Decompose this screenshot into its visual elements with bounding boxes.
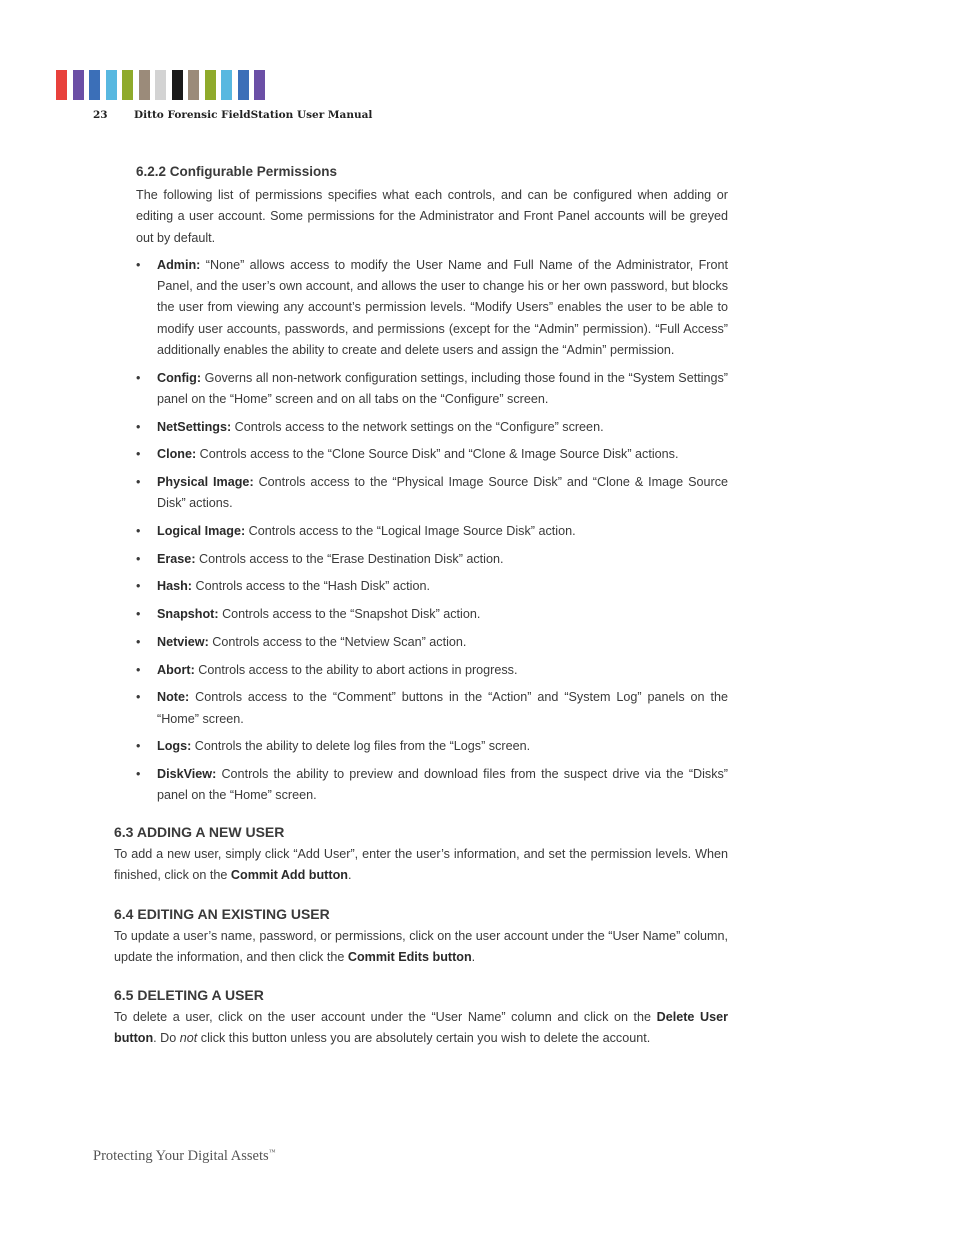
permission-term: Abort: <box>157 662 195 677</box>
permission-item <box>136 604 728 625</box>
permission-item <box>136 521 728 542</box>
permission-term: Logs: <box>157 739 192 754</box>
permission-term: Netview: <box>157 634 209 649</box>
permission-description: Controls access to the “Netview Scan” action. <box>208 634 467 649</box>
permission-item <box>136 687 728 730</box>
bullet-icon: • <box>136 419 141 434</box>
permission-description: Controls access to the “Logical Image Source Disk” action. <box>245 524 576 539</box>
color-stripe <box>56 70 67 100</box>
color-stripe <box>89 70 100 100</box>
commit-add-button-ref: Commit Add button <box>230 868 348 883</box>
deleting-heading: 6.5 DELETING A USER <box>114 987 264 1003</box>
permission-item <box>136 660 728 681</box>
bullet-icon: • <box>136 475 141 490</box>
document-title: Ditto Forensic FieldStation User Manual <box>134 109 373 121</box>
bullet-icon: • <box>136 447 141 462</box>
bullet-icon: • <box>136 690 141 705</box>
color-stripe <box>238 70 249 100</box>
permission-term: DiskView: <box>157 766 217 781</box>
adding-heading: 6.3 ADDING A NEW USER <box>114 824 285 840</box>
color-stripe <box>155 70 166 100</box>
permissions-heading: 6.2.2 Configurable Permissions <box>136 164 338 179</box>
deleting-paragraph: To delete a user, click on the user account under the “User Name” column and click on the Delete User button. Do not click this button unless you are absolutely certain you wish to delete the account. <box>114 1010 728 1046</box>
commit-edits-button-ref: Commit Edits button <box>347 950 472 965</box>
permission-description: “None” allows access to modify the User Name and Full Name of the Administrator, Front Panel, and the user’s own account, and allows the user to change his or her own password, but blocks the user from viewing any account’s permission levels. “Modify Users” enables the user to be able to modify user accounts, passwords, and permissions (except for the “Admin” permission). “Full Access” additionally enables the ability to create and delete users and assign the “Admin” permission. <box>157 257 728 358</box>
permissions-list <box>136 255 728 807</box>
permission-term: Erase: <box>157 551 196 566</box>
bullet-icon: • <box>136 579 141 594</box>
permission-item <box>136 576 728 597</box>
permission-description: Controls access to the “Snapshot Disk” action. <box>218 607 481 622</box>
permission-item <box>136 632 728 653</box>
permissions-section <box>136 164 728 813</box>
permission-item <box>136 444 728 465</box>
permission-item <box>136 472 728 515</box>
page-number: 23 <box>93 109 108 121</box>
bullet-icon: • <box>136 662 141 677</box>
permission-description: Controls access to the “Physical Image Source Disk” and “Clone & Image Source Disk” actions. <box>157 475 728 511</box>
permission-term: Config: <box>157 370 202 385</box>
color-stripe <box>122 70 133 100</box>
permission-item <box>136 368 728 411</box>
permission-item <box>136 549 728 570</box>
color-stripe <box>188 70 199 100</box>
color-stripe <box>139 70 150 100</box>
color-stripe <box>221 70 232 100</box>
footer-tagline: Protecting Your Digital Assets™ <box>93 1148 276 1164</box>
permission-description: Controls the ability to delete log files from the “Logs” screen. <box>191 739 531 754</box>
permission-term: Logical Image: <box>157 524 246 539</box>
delete-user-button-ref: Delete User button <box>114 1010 728 1046</box>
color-stripe <box>254 70 265 100</box>
permission-item <box>136 764 728 807</box>
permission-term: Admin: <box>157 257 201 272</box>
permission-description: Controls access to the “Comment” buttons in the “Action” and “System Log” panels on the “Home” screen. <box>157 690 728 726</box>
editing-heading: 6.4 EDITING AN EXISTING USER <box>114 906 330 922</box>
bullet-icon: • <box>136 739 141 754</box>
permission-description: Controls access to the ability to abort actions in progress. <box>194 662 518 677</box>
bullet-icon: • <box>136 370 141 385</box>
permission-description: Controls access to the “Clone Source Disk” and “Clone & Image Source Disk” actions. <box>196 447 679 462</box>
permission-description: Governs all non-network configuration settings, including those found in the “System Settings” panel on the “Home” screen and on all tabs on the “Configure” screen. <box>157 370 728 407</box>
bullet-icon: • <box>136 634 141 649</box>
color-stripe-banner <box>56 70 271 100</box>
deleting-section <box>114 987 728 1050</box>
permission-term: NetSettings: <box>157 419 232 434</box>
bullet-icon: • <box>136 766 141 781</box>
color-stripe <box>205 70 216 100</box>
color-stripe <box>73 70 84 100</box>
adding-section <box>114 824 728 887</box>
color-stripe <box>172 70 183 100</box>
permission-description: Controls access to the “Erase Destination Disk” action. <box>195 551 504 566</box>
color-stripe <box>106 70 117 100</box>
bullet-icon: • <box>136 551 141 566</box>
permission-item <box>136 417 728 438</box>
permission-term: Note: <box>157 690 190 705</box>
permission-term: Clone: <box>157 447 197 462</box>
permission-term: Hash: <box>157 579 192 594</box>
permission-item <box>136 736 728 757</box>
bullet-icon: • <box>136 524 141 539</box>
bullet-icon: • <box>136 607 141 622</box>
permission-description: Controls the ability to preview and download files from the suspect drive via the “Disks” panel on the “Home” screen. <box>157 766 728 803</box>
adding-paragraph: To add a new user, simply click “Add User”, enter the user’s information, and set the permission levels. When finished, click on the Commit Add button. <box>114 847 728 883</box>
permission-description: Controls access to the network settings on the “Configure” screen. <box>231 419 604 434</box>
bullet-icon: • <box>136 257 141 272</box>
permission-term: Physical Image: <box>157 475 254 490</box>
permission-term: Snapshot: <box>157 607 219 622</box>
permissions-intro: The following list of permissions specifies what each controls, and can be configured when adding or editing a user account. Some permissions for the Administrator and Front Panel accounts will be greyed out by default. <box>136 188 728 245</box>
permission-item <box>136 255 728 361</box>
editing-section <box>114 906 728 969</box>
editing-paragraph: To update a user’s name, password, or permissions, click on the user account under the “User Name” column, update the information, and then click the Commit Edits button. <box>114 929 728 965</box>
permission-description: Controls access to the “Hash Disk” action. <box>192 579 430 594</box>
